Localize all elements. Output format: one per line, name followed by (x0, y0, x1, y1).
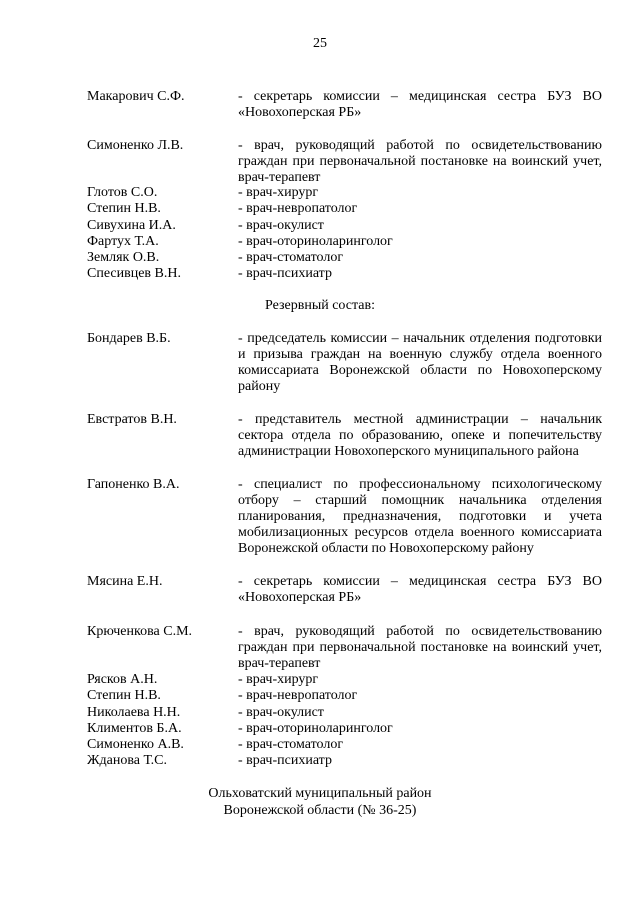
member-name: Фартух Т.А. (87, 234, 159, 249)
member-name: Макарович С.Ф. (87, 89, 185, 104)
member-role: - врач-хирург (238, 672, 319, 687)
member-role: - секретарь комиссии – медицинская сестра БУЗ ВО «Новохоперская РБ» (238, 89, 602, 120)
member-name: Степин Н.В. (87, 688, 161, 703)
member-role: - представитель местной администрации – начальник сектора отдела по образованию, опеке и попечительству администрации Новохоперского муниципального района (238, 412, 602, 459)
member-name: Евстратов В.Н. (87, 412, 177, 427)
member-name: Рясков А.Н. (87, 672, 158, 687)
member-name: Симоненко А.В. (87, 737, 184, 752)
member-role: - врач-психиатр (238, 266, 332, 281)
member-role: - секретарь комиссии – медицинская сестра БУЗ ВО «Новохоперская РБ» (238, 574, 602, 605)
member-role: - врач-психиатр (238, 753, 332, 768)
member-name: Жданова Т.С. (87, 753, 168, 768)
member-name: Сивухина И.А. (87, 218, 176, 233)
member-name: Симоненко Л.В. (87, 138, 184, 153)
page-number: 25 (313, 36, 327, 51)
member-name: Николаева Н.Н. (87, 705, 181, 720)
member-role: - врач-окулист (238, 218, 324, 233)
district-heading-line1: Ольховатский муниципальный район (208, 786, 432, 801)
member-name: Глотов С.О. (87, 185, 158, 200)
member-role: - врач-оториноларинголог (238, 234, 393, 249)
member-name: Земляк О.В. (87, 250, 160, 265)
reserve-heading: Резервный состав: (264, 298, 375, 313)
member-role: - врач-окулист (238, 705, 324, 720)
member-name: Климентов Б.А. (87, 721, 182, 736)
member-role: - председатель комиссии – начальник отделения подготовки и призыва граждан на военную службу отдела военного комиссариата Воронежской области по Новохоперскому району (238, 331, 602, 394)
member-name: Степин Н.В. (87, 201, 161, 216)
member-name: Спесивцев В.Н. (87, 266, 181, 281)
member-name: Гапоненко В.А. (87, 477, 180, 492)
member-role: - врач, руководящий работой по освидетельствованию граждан при первоначальной постановке на воинский учет, врач-терапевт (238, 624, 602, 671)
member-role: - врач-хирург (238, 185, 319, 200)
member-role: - врач-стоматолог (238, 737, 344, 752)
member-name: Крюченкова С.М. (87, 624, 193, 639)
member-role: - врач, руководящий работой по освидетельствованию граждан при первоначальной постановке на воинский учет, врач-терапевт (238, 138, 602, 185)
district-heading-line2: Воронежской области (№ 36-25) (223, 803, 417, 818)
member-name: Мясина Е.Н. (87, 574, 163, 589)
member-role: - специалист по профессиональному психологическому отбору – старший помощник начальника отделения планирования, предназначения, подготовки и учета мобилизационных ресурсов отдела военного комиссариата Воронежской области по Новохоперскому району (238, 477, 602, 556)
member-role: - врач-стоматолог (238, 250, 344, 265)
member-role: - врач-невропатолог (238, 688, 358, 703)
member-role: - врач-невропатолог (238, 201, 358, 216)
member-name: Бондарев В.Б. (87, 331, 171, 346)
member-role: - врач-оториноларинголог (238, 721, 393, 736)
